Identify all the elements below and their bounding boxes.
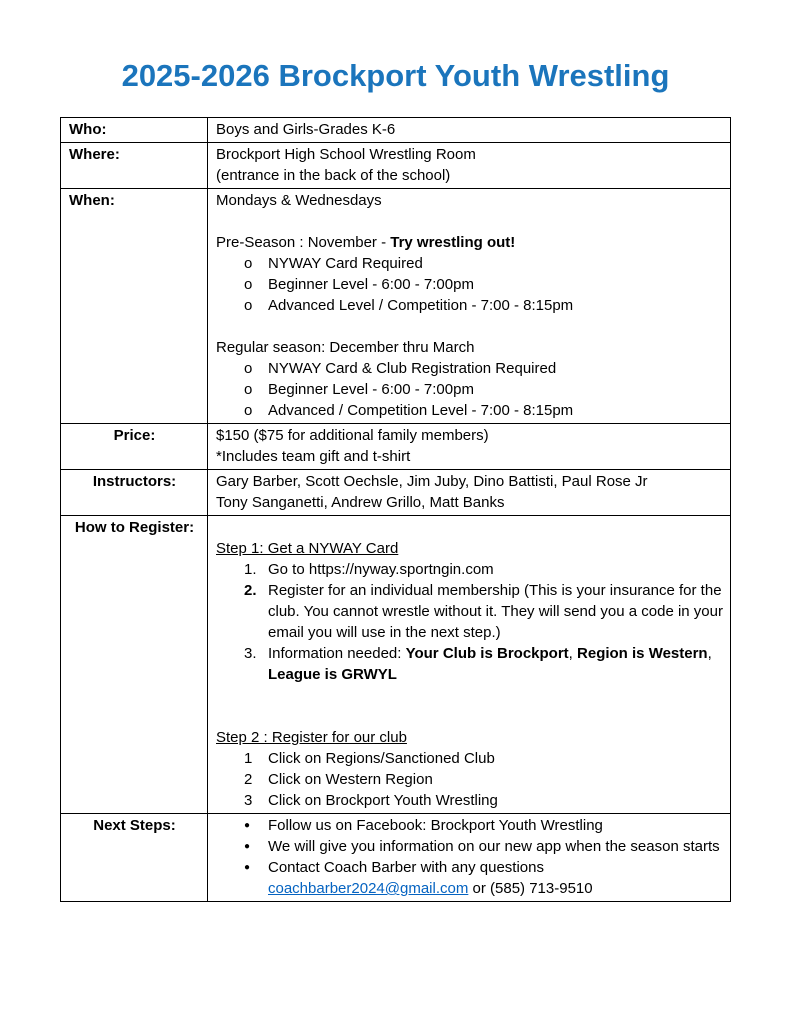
table-row-when (61, 189, 731, 424)
page-title: 2025-2026 Brockport Youth Wrestling (121, 58, 670, 93)
preseason-bullet-2: Beginner Level - 6:00 - 7:00pm (268, 276, 474, 293)
step2-item2-text: Click on Western Region (268, 771, 433, 788)
step1-item3-prefix: Information needed: (268, 645, 406, 662)
circle-bullet-icon: o (244, 402, 253, 419)
list-item (244, 790, 723, 811)
row-label-instructors: Instructors: (61, 470, 208, 516)
step1-item3-bold-league: League is GRWYL (268, 666, 397, 683)
preseason-heading-prefix: Pre-Season : November - (216, 234, 391, 251)
circle-bullet-icon: o (244, 360, 253, 377)
table-row-register (61, 516, 731, 814)
table-row-where (61, 143, 731, 189)
preseason-bullet-1: NYWAY Card Required (268, 255, 423, 272)
regular-season-heading: Regular season: December thru March (216, 339, 475, 356)
regular-bullet-3: Advanced / Competition Level - 7:00 - 8:15pm (268, 402, 574, 419)
table-row-instructors (61, 470, 731, 516)
next-steps-bullet-3 (268, 857, 723, 899)
step1-item2-number: 2. (244, 582, 257, 599)
step1-heading: Step 1: Get a NYWAY Card (216, 540, 399, 557)
row-label-who: Who: (61, 118, 208, 143)
row-value-next-steps (208, 814, 731, 902)
row-value-instructors (208, 470, 731, 516)
step1-item3-bold-region: Region is Western (577, 645, 708, 662)
list-item (244, 559, 723, 580)
table-row-price (61, 424, 731, 470)
step2-item1-text: Click on Regions/Sanctioned Club (268, 750, 495, 767)
spacer (216, 316, 723, 337)
step2-item3-text: Click on Brockport Youth Wrestling (268, 792, 498, 809)
disc-bullet-icon: ● (244, 841, 251, 852)
step1-numbered-list (216, 559, 723, 685)
row-value-when (208, 189, 731, 424)
list-item (244, 857, 723, 899)
step1-item2-text: Register for an individual membership (This is your insurance for the club. You cannot wrestle without it. They will send you a code in your email you will use in the next step.) (268, 582, 723, 641)
preseason-heading-bold: Try wrestling out! (390, 234, 516, 251)
step2-heading: Step 2 : Register for our club (216, 729, 407, 746)
list-item (244, 836, 723, 857)
row-value-price (208, 424, 731, 470)
table-row-next-steps (61, 814, 731, 902)
list-item (244, 643, 723, 685)
list-item (244, 358, 723, 379)
preseason-bullet-3: Advanced Level / Competition - 7:00 - 8:15pm (268, 297, 574, 314)
spacer (216, 685, 723, 706)
regular-season-bullet-list (216, 358, 723, 421)
row-value-register (208, 516, 731, 814)
spacer (216, 517, 723, 538)
price-line-1: $150 ($75 for additional family members) (216, 427, 489, 444)
where-line-2: (entrance in the back of the school) (216, 167, 451, 184)
list-item (244, 253, 723, 274)
instructors-line-2: Tony Sanganetti, Andrew Grillo, Matt Banks (216, 494, 505, 511)
spacer (216, 211, 723, 232)
price-line-2: *Includes team gift and t-shirt (216, 448, 411, 465)
step1-item3-bold-club: Your Club is Brockport (405, 645, 569, 662)
next-steps-bullet-1: Follow us on Facebook: Brockport Youth Wrestling (268, 817, 603, 834)
step2-item3-number: 3 (244, 792, 253, 809)
circle-bullet-icon: o (244, 297, 253, 314)
preseason-bullet-list (216, 253, 723, 316)
table-row-who (61, 118, 731, 143)
where-line-1: Brockport High School Wrestling Room (216, 146, 476, 163)
circle-bullet-icon: o (244, 381, 253, 398)
step2-item2-number: 2 (244, 771, 253, 788)
regular-bullet-1: NYWAY Card & Club Registration Required (268, 360, 557, 377)
step1-item1-number: 1. (244, 561, 257, 578)
list-item (244, 769, 723, 790)
list-item (244, 295, 723, 316)
disc-bullet-icon: ● (244, 862, 251, 873)
email-link[interactable]: coachbarber2024@gmail.com (268, 880, 469, 897)
list-item (244, 748, 723, 769)
row-label-where: Where: (61, 143, 208, 189)
next-steps-bullet-2: We will give you information on our new app when the season starts (268, 838, 720, 855)
preseason-heading (216, 232, 723, 253)
when-days: Mondays & Wednesdays (216, 192, 382, 209)
regular-bullet-2: Beginner Level - 6:00 - 7:00pm (268, 381, 474, 398)
list-item (244, 379, 723, 400)
spacer (216, 706, 723, 727)
row-label-register: How to Register: (61, 516, 208, 814)
list-item (244, 580, 723, 643)
next-steps-bullet-3-text: Contact Coach Barber with any questions (268, 859, 544, 876)
disc-bullet-icon: ● (244, 820, 251, 831)
phone-text: or (585) 713-9510 (468, 880, 593, 897)
list-item (244, 815, 723, 836)
step1-item3-text (268, 643, 723, 685)
row-value-where (208, 143, 731, 189)
step2-item1-number: 1 (244, 750, 253, 767)
row-label-next-steps: Next Steps: (61, 814, 208, 902)
list-item (244, 400, 723, 421)
list-item (244, 274, 723, 295)
step1-item1-text: Go to https://nyway.sportngin.com (268, 561, 494, 578)
step1-item3-number: 3. (244, 645, 257, 662)
row-label-when: When: (61, 189, 208, 424)
circle-bullet-icon: o (244, 276, 253, 293)
info-table (60, 117, 731, 902)
next-steps-bullet-list (216, 815, 723, 899)
instructors-line-1: Gary Barber, Scott Oechsle, Jim Juby, Dino Battisti, Paul Rose Jr (216, 473, 648, 490)
row-value-who: Boys and Girls-Grades K-6 (208, 118, 731, 143)
step2-numbered-list (216, 748, 723, 811)
step1-item3-sep2: , (707, 645, 712, 662)
circle-bullet-icon: o (244, 255, 253, 272)
row-label-price: Price: (61, 424, 208, 470)
step1-item3-sep1: , (568, 645, 578, 662)
